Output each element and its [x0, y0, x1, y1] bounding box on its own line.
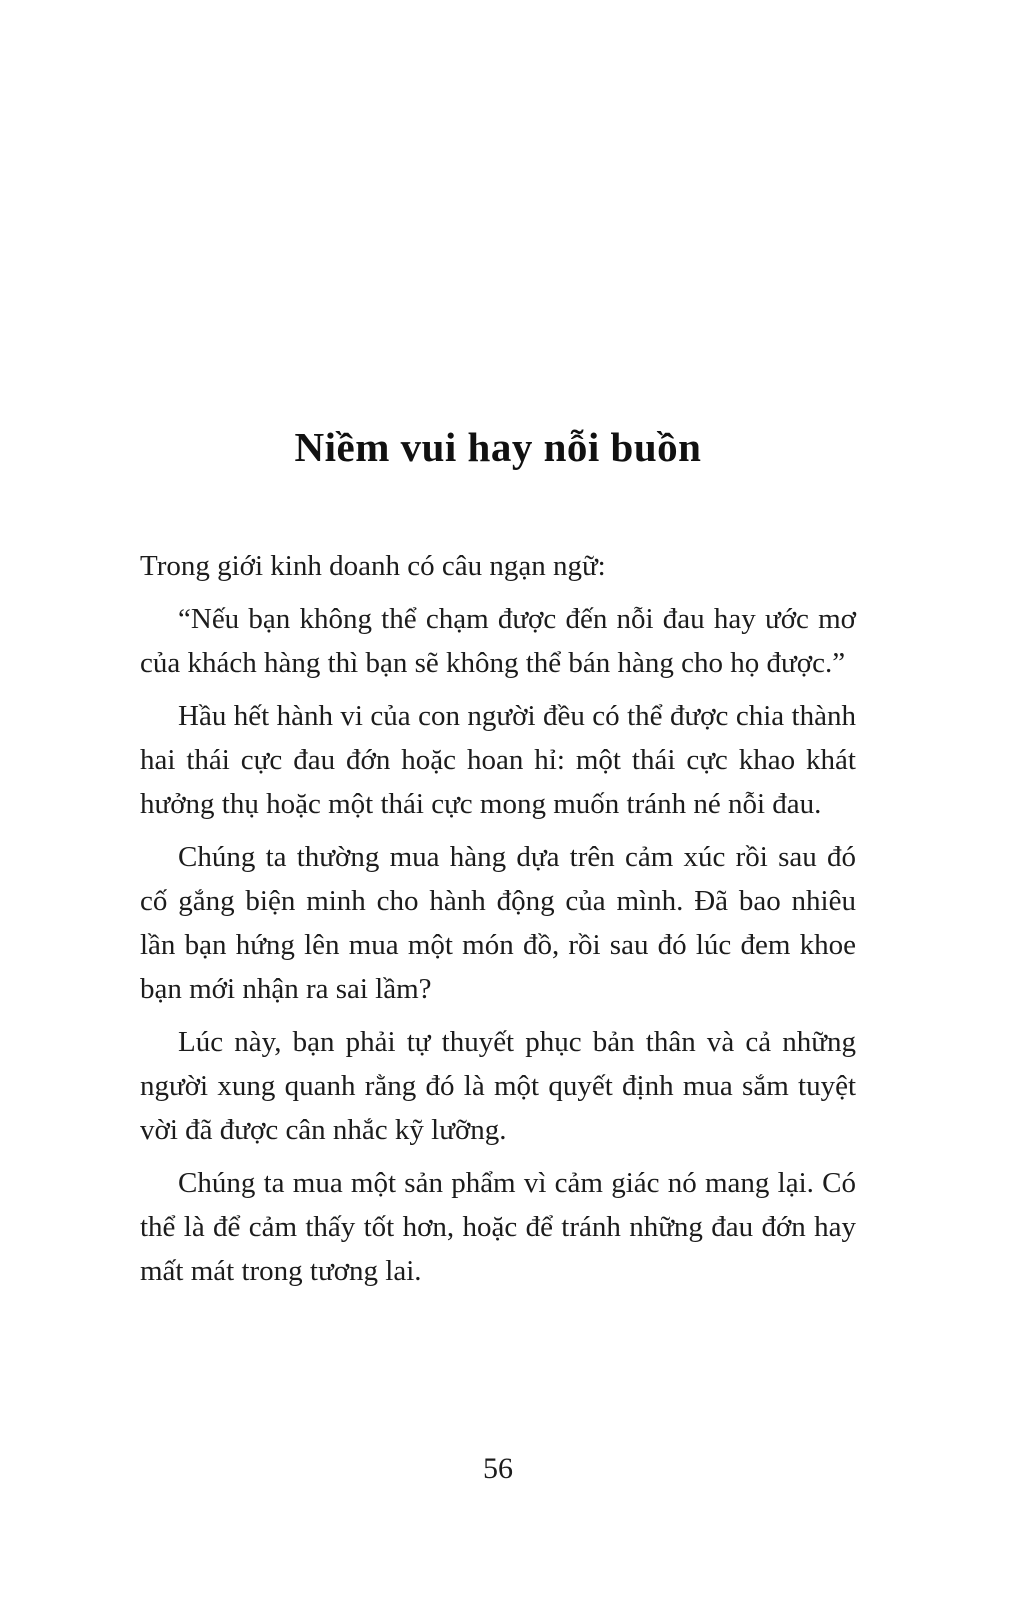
chapter-title: Niềm vui hay nỗi buồn	[294, 424, 702, 471]
paragraph: Lúc này, bạn phải tự thuyết phục bản thân và cả những người xung quanh rằng đó là một quyết định mua sắm tuyệt vời đã được cân nhắc kỹ lưỡng.	[140, 1026, 856, 1146]
page-number: 56	[483, 1452, 513, 1485]
body-text	[140, 544, 856, 1302]
paragraph: Hầu hết hành vi của con người đều có thể được chia thành hai thái cực đau đớn hoặc hoan hỉ: một thái cực khao khát hưởng thụ hoặc một thái cực mong muốn tránh né nỗi đau.	[140, 700, 856, 820]
paragraph: Chúng ta mua một sản phẩm vì cảm giác nó mang lại. Có thể là để cảm thấy tốt hơn, hoặc để tránh những đau đớn hay mất mát trong tương lai.	[140, 1167, 856, 1287]
paragraph: Trong giới kinh doanh có câu ngạn ngữ:	[140, 550, 606, 582]
paragraph: “Nếu bạn không thể chạm được đến nỗi đau hay ước mơ của khách hàng thì bạn sẽ không thể bán hàng cho họ được.”	[140, 603, 856, 679]
paragraph: Chúng ta thường mua hàng dựa trên cảm xúc rồi sau đó cố gắng biện minh cho hành động của mình. Đã bao nhiêu lần bạn hứng lên mua một món đồ, rồi sau đó lúc đem khoe bạn mới nhận ra sai lầm?	[140, 841, 856, 1005]
